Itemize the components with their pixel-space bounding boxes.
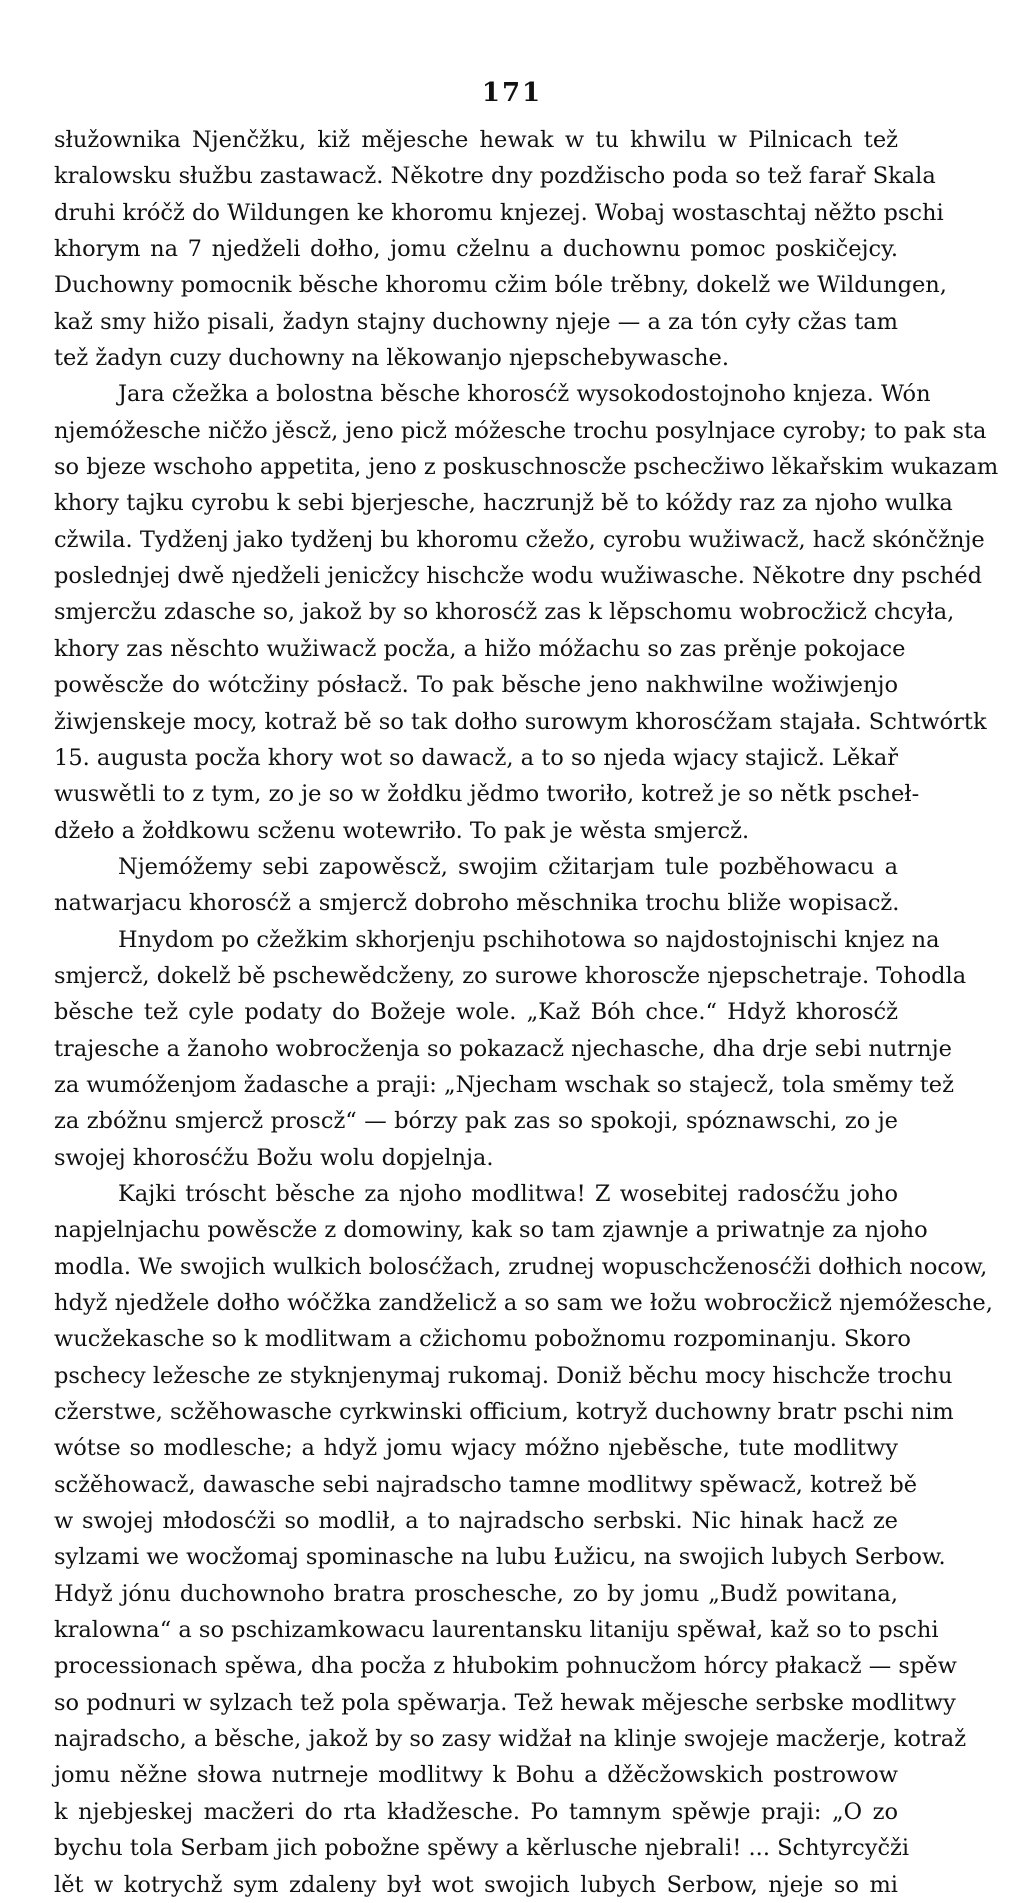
text-line: lět w kotrychž sym zdaleny był wot swojich lubych Serbow, njeje so mi [54,1871,898,1898]
text-line: k njebjeskej macžeri do rta kładžesche. Po tamnym spěwje praji: „O zo [54,1798,898,1825]
text-line: njemóžesche ničžo jěscž, jeno picž móžesche trochu posylnjace cyroby; to pak sta [54,417,987,444]
text-line: 15. augusta pocža khory wot so dawacž, a to so njeda wjacy stajicž. Lěkař [54,744,899,771]
text-line: Hnydom po cžežkim skhorjenju pschihotowa so najdostojnischi knjez na [118,926,940,953]
text-line: pschecy ležesche ze styknjenymaj rukomaj. Doniž běchu mocy hischcže trochu [54,1362,953,1389]
text-line: so bjeze wschoho appetita, jeno z poskuschnoscže pschecžiwo lěkařskim wukazam [54,454,999,481]
text-line: wótse so modlesche; a hdyž jomu wjacy móžno njeběsche, tute modlitwy [54,1435,898,1462]
text-line: khory tajku cyrobu k sebi bjerjesche, haczrunjž bě to kóždy raz za njoho wulka [54,490,953,517]
text-line: kralowna“ a so pschizamkowacu laurentansku litaniju spěwał, kaž so to pschi [54,1617,939,1644]
text-line: swojej khorosćžu Božu wolu dopjelnja. [54,1144,494,1171]
text-line: Jara cžežka a bolostna běsche khorosćž wysokodostojnoho knjeza. Wón [118,381,931,408]
text-line: napjelnjachu powěscže z domowiny, kak so tam zjawnje a priwatnje za njoho [54,1217,928,1244]
text-line: tež žadyn cuzy duchowny na lěkowanjo njepschebywasche. [54,345,729,372]
text-line: Njemóžemy sebi zapowěscž, swojim cžitarjam tule pozběhowacu a [118,853,898,880]
text-line: najradscho, a běsche, jakož by so zasy widžał na klinje swojeje macžerje, kotraž [54,1726,967,1753]
text-line: běsche tež cyle podaty do Božeje wole. „Kaž Bóh chce.“ Hdyž khorosćž [54,999,898,1026]
text-line: žiwjenskeje mocy, kotraž bě so tak dołho surowym khorosćžam stajała. Schtwórtk [54,708,987,735]
text-line: cžwila. Tydženj jako tydženj bu khoromu cžežo, cyrobu wužiwacž, hacž skónčžnje [54,526,985,553]
text-line: wucžekasche so k modlitwam a cžichomu pobožnomu rozpominanju. Skoro [54,1326,911,1353]
text-line: so podnuri w sylzach tež pola spěwarja. Tež hewak mějesche serbske modlitwy [54,1689,956,1716]
text-line: cžerstwe, scžěhowasche cyrkwinski officium, kotryž duchowny bratr pschi nim [54,1399,954,1426]
text-line: jomu něžne słowa nutrneje modlitwy k Bohu a džěcžowskich postrowow [54,1762,898,1789]
text-line: kralowsku słužbu zastawacž. Někotre dny pozdžischo poda so tež farař Skala [54,163,936,190]
text-line: Duchowny pomocnik běsche khoromu cžim bóle trěbny, dokelž we Wildungen, [54,272,947,299]
text-line: w swojej młodosćži so modlił, a to najradscho serbski. Nic hinak hacž ze [54,1508,898,1535]
text-line: smjercž, dokelž bě pschewědcženy, zo surowe khoroscže njepschetraje. Tohodla [54,962,967,989]
text-line: natwarjacu khorosćž a smjercž dobroho měschnika trochu bliže wopisacž. [54,890,900,917]
body-text [54,122,999,1903]
text-line: bychu tola Serbam jich pobožne spěwy a kěrlusche njebrali! ... Schtyrcyčži [54,1835,910,1862]
page-number: 171 [481,78,543,108]
text-line: wuswětli to z tym, zo je so w žołdku jědmo tworiło, kotrež je so nětk pscheł- [54,781,920,808]
text-line: smjercžu zdasche so, jakož by so khorosćž zas k lěpschomu wobrocžicž chcyła, [54,599,955,626]
text-line: za zbóžnu smjercž proscž“ — bórzy pak zas so spokoji, spóznawschi, zo je [54,1108,898,1135]
text-line: hdyž njedžele dołho wóčžka zandželicž a so sam we łožu wobrocžicž njemóžesche, [54,1290,993,1316]
text-line: Kajki tróscht běsche za njoho modlitwa! Z wosebitej radosćžu joho [118,1180,898,1207]
text-line: sylzami we wocžomaj spominasche na lubu Łužicu, na swojich lubych Serbow. [54,1544,946,1571]
text-line: trajesche a žanoho wobrocženja so pokazacž njechasche, dha drje sebi nutrnje [54,1035,952,1062]
text-line: za wumóženjom žadasche a praji: „Njecham wschak so stajecž, tola směmy tež [54,1071,954,1098]
text-line: khory zas něschto wužiwacž pocža, a hižo móžachu so zas prěnje pokojace [54,635,906,662]
text-line: Hdyž jónu duchownoho bratra proschesche, zo by jomu „Budž powitana, [54,1580,898,1607]
text-line: modla. We swojich wulkich bolosćžach, zrudnej wopuschcženosćži dołhich nocow, [54,1253,988,1280]
text-line: druhi króčž do Wildungen ke khoromu knjezej. Wobaj wostaschtaj něžto pschi [54,199,944,226]
text-line: džeło a žołdkowu scženu wotewriło. To pak je wěsta smjercž. [54,817,750,844]
text-line: słužownika Njenčžku, kiž mějesche hewak w tu khwilu w Pilnicach tež [54,127,898,153]
text-line: khorym na 7 njedželi dołho, jomu cželnu a duchownu pomoc poskičejcy. [54,236,898,263]
text-line: powěscže do wótcžiny pósłacž. To pak běsche jeno nakhwilne wožiwjenjo [54,672,898,699]
text-line: poslednjej dwě njedželi jenicžcy hischcže wodu wužiwasche. Někotre dny pschéd [54,563,983,590]
text-line: kaž smy hižo pisali, žadyn stajny duchowny njeje — a za tón cyły cžas tam [54,308,898,335]
text-line: scžěhowacž, dawasche sebi najradscho tamne modlitwy spěwacž, kotrež bě [54,1471,918,1498]
text-line: processionach spěwa, dha pocža z hłubokim pohnucžom hórcy płakacž — spěw [54,1653,957,1680]
